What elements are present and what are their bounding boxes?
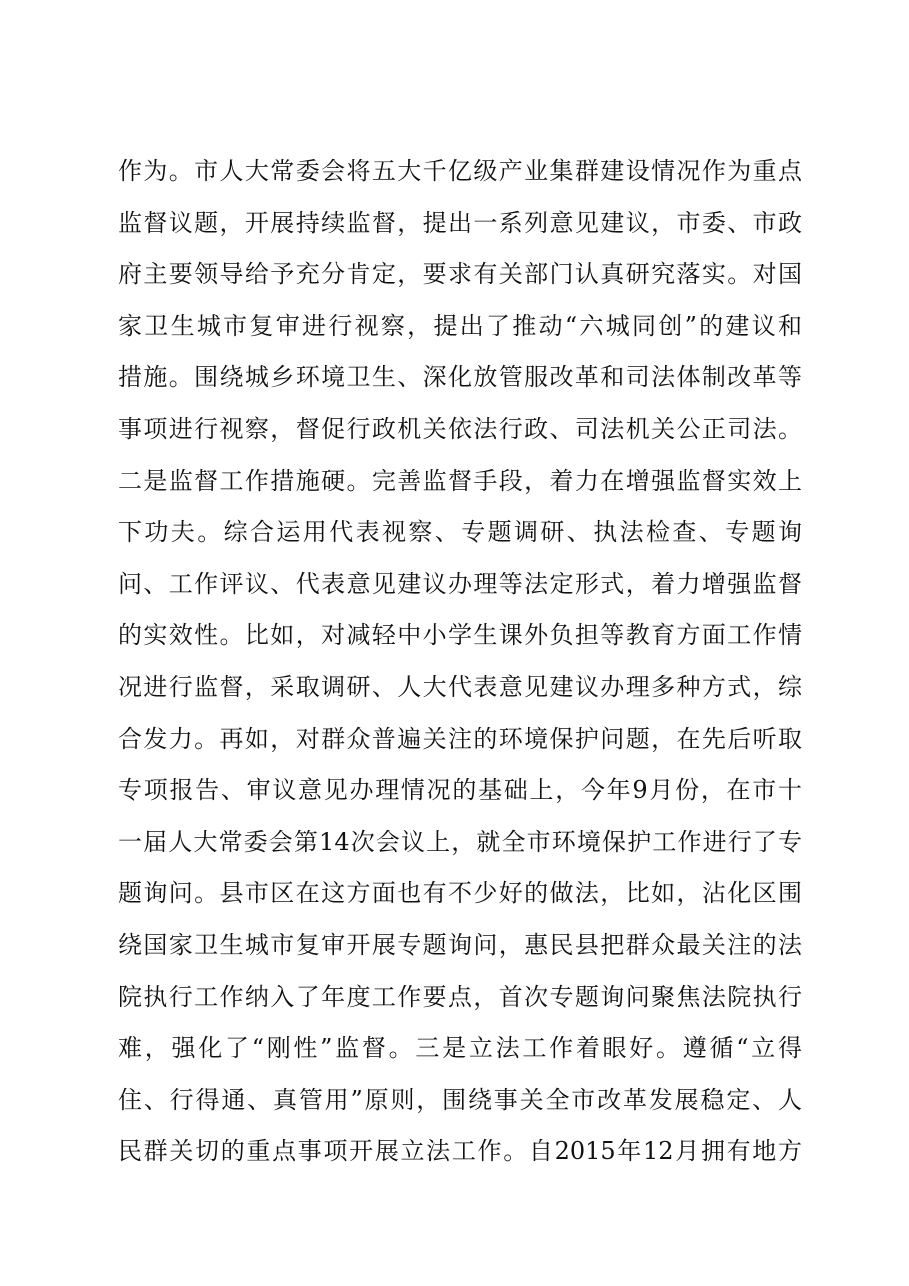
text-line-6: 事项进行视察，督促行政机关依法行政、司法机关公正司法。 [118,414,802,443]
text-line-14: 一届人大常委会第14次会议上，就全市环境保护工作进行了专 [118,827,802,856]
text-line-18: 难，强化了“刚性”监督。三是立法工作着眼好。遵循“立得 [118,1034,802,1063]
text-line-3: 府主要领导给予充分肯定，要求有关部门认真研究落实。对国 [118,260,802,289]
text-line-17: 院执行工作纳入了年度工作要点，首次专题询问聚焦法院执行 [118,982,802,1011]
text-line-7: 二是监督工作措施硬。完善监督手段，着力在增强监督实效上 [118,466,802,495]
text-line-4: 家卫生城市复审进行视察，提出了推动“六城同创”的建议和 [118,311,802,340]
text-line-16: 绕国家卫生城市复审开展专题询问，惠民县把群众最关注的法 [118,930,802,959]
text-line-11: 况进行监督，采取调研、人大代表意见建议办理多种方式，综 [118,672,802,701]
text-line-10: 的实效性。比如，对减轻中小学生课外负担等教育方面工作情 [118,621,802,650]
text-line-9: 问、工作评议、代表意见建议办理等法定形式，着力增强监督 [118,569,802,598]
text-line-19: 住、行得通、真管用”原则，围绕事关全市改革发展稳定、人 [118,1085,802,1114]
text-line-5: 措施。围绕城乡环境卫生、深化放管服改革和司法体制改革等 [118,363,802,392]
text-line-8: 下功夫。综合运用代表视察、专题调研、执法检查、专题询 [118,518,802,547]
text-line-20: 民群关切的重点事项开展立法工作。自2015年12月拥有地方 [118,1137,802,1166]
text-line-15: 题询问。县市区在这方面也有不少好的做法，比如，沾化区围 [118,879,802,908]
text-line-13: 专项报告、审议意见办理情况的基础上，今年9月份，在市十 [118,776,802,805]
text-line-2: 监督议题，开展持续监督，提出一系列意见建议，市委、市政 [118,208,802,237]
text-line-12: 合发力。再如，对群众普遍关注的环境保护问题，在先后听取 [118,724,802,753]
text-line-1: 作为。市人大常委会将五大千亿级产业集群建设情况作为重点 [118,157,802,185]
body-text [118,146,802,1178]
